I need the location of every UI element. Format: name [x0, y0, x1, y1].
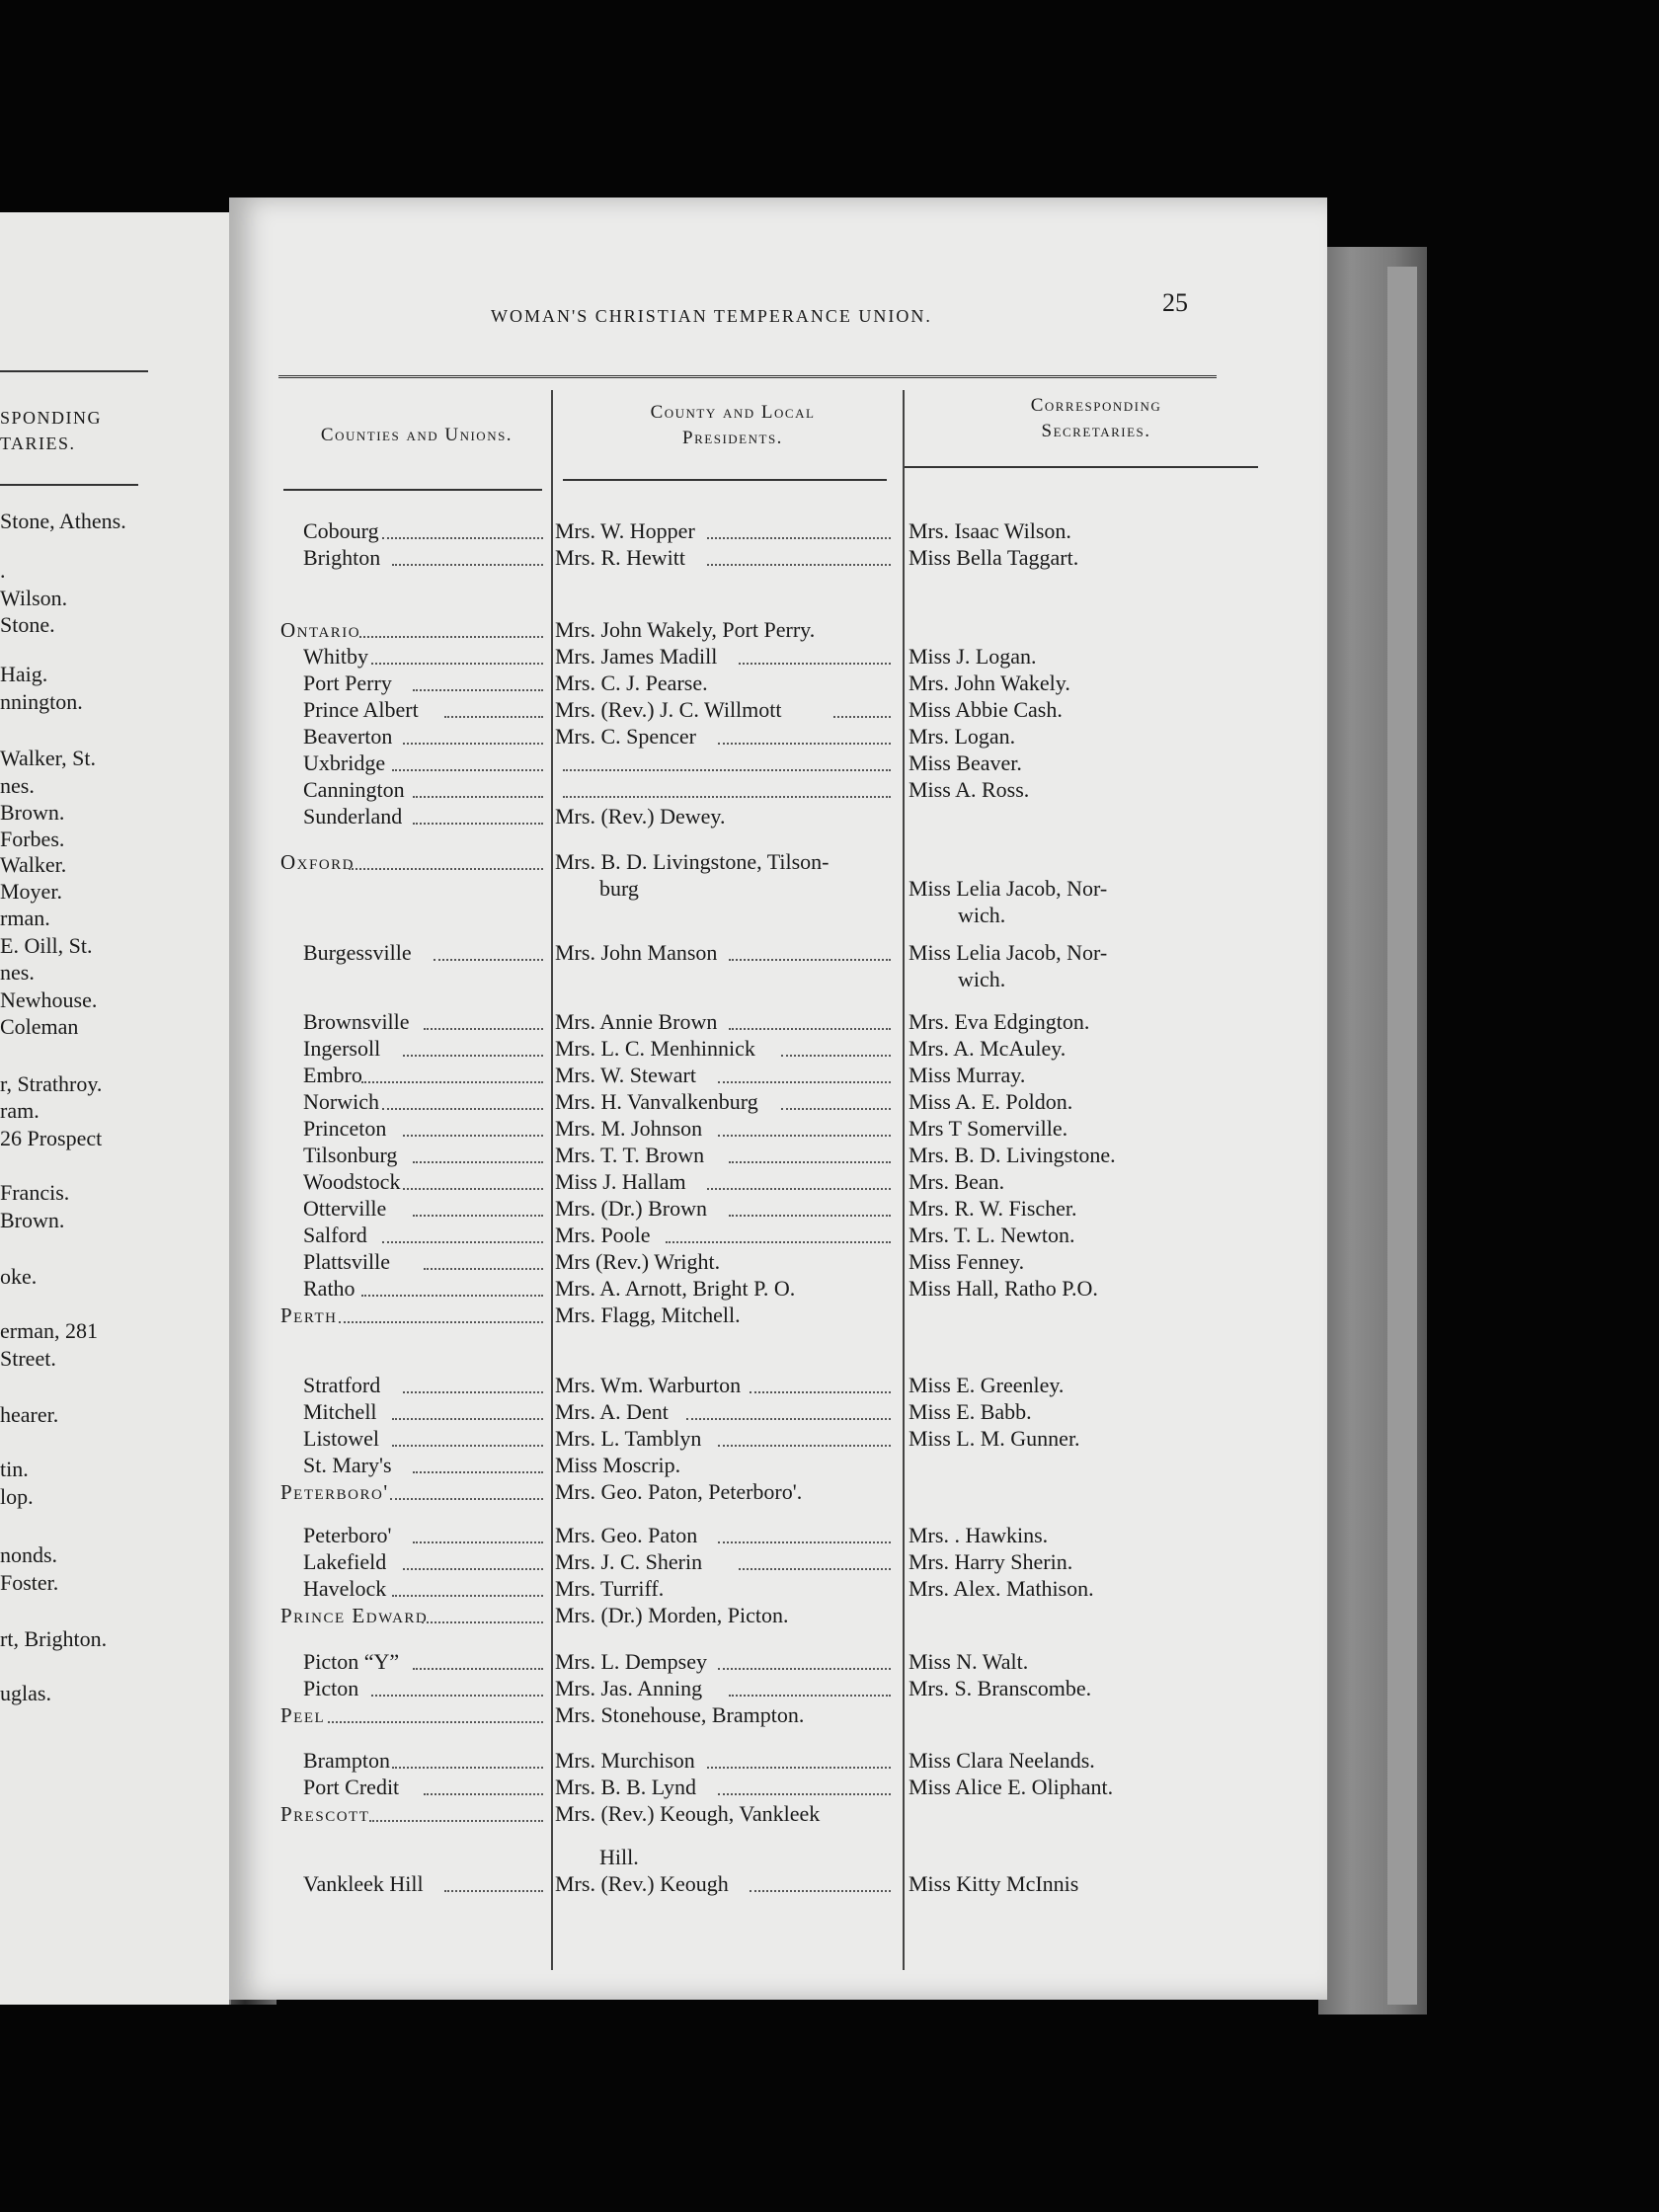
president-name: Mrs. Jas. Anning — [555, 1676, 703, 1700]
table-row — [229, 1426, 1327, 1452]
dot-leader — [729, 1028, 891, 1030]
left-page-line: Street. — [0, 1346, 56, 1371]
president-name: Mrs. (Rev.) Keough, Vankleek — [555, 1801, 821, 1826]
table-row — [229, 1523, 1327, 1548]
dot-leader — [339, 1321, 544, 1323]
dot-leader — [666, 1241, 891, 1243]
left-page-line: oke. — [0, 1264, 38, 1289]
header-rule — [278, 375, 1217, 381]
president-name: burg — [599, 876, 639, 901]
dot-leader — [403, 1055, 544, 1057]
left-page-line: tin. — [0, 1457, 29, 1481]
left-header-line-1: SPONDING — [0, 408, 103, 428]
president-name: Mrs. Turriff. — [555, 1576, 665, 1601]
table-row — [229, 1775, 1327, 1800]
table-row — [229, 1276, 1327, 1302]
president-name: Mrs. M. Johnson — [555, 1116, 703, 1141]
president-name: Mrs. Geo. Paton, Peterboro'. — [555, 1479, 803, 1504]
dot-leader — [718, 1668, 891, 1670]
left-page-line: Haig. — [0, 662, 48, 686]
president-name: Hill. — [599, 1845, 639, 1869]
secretary-name: wich. — [958, 903, 1006, 927]
dot-leader — [707, 537, 891, 539]
union-name: Brownsville — [303, 1009, 410, 1034]
dot-leader — [371, 1695, 543, 1697]
dot-leader — [718, 1793, 891, 1795]
union-name: Otterville — [303, 1196, 387, 1221]
union-name: Norwich — [303, 1089, 379, 1114]
secretary-name: Mrs. Bean. — [908, 1169, 1005, 1194]
dot-leader — [718, 1135, 891, 1137]
secretary-name: Miss Beaver. — [908, 750, 1022, 775]
table-row — [229, 1249, 1327, 1275]
table-row — [229, 1036, 1327, 1062]
left-page-line: Stone. — [0, 612, 55, 637]
dot-leader — [359, 636, 544, 638]
page-number: 25 — [1162, 288, 1188, 317]
president-name: Mrs. H. Vanvalkenburg — [555, 1089, 758, 1114]
table-row — [229, 1089, 1327, 1115]
president-name: Mrs (Rev.) Wright. — [555, 1249, 721, 1274]
table-row — [229, 1143, 1327, 1168]
left-top-rule — [0, 370, 148, 372]
secretary-name: Miss Murray. — [908, 1063, 1026, 1087]
secretary-name: Miss Alice E. Oliphant. — [908, 1775, 1114, 1799]
secretary-name: Miss N. Walt. — [908, 1649, 1029, 1674]
president-name: Mrs. (Dr.) Brown — [555, 1196, 707, 1221]
table-row — [229, 1453, 1327, 1478]
union-name: Vankleek Hill — [303, 1871, 424, 1896]
table-row — [229, 1303, 1327, 1328]
book-edge-pages — [1387, 267, 1417, 2005]
secretary-name: wich. — [958, 967, 1006, 991]
table-row — [229, 1871, 1327, 1897]
president-name: Mrs. A. Dent — [555, 1399, 669, 1424]
dot-leader — [718, 1541, 891, 1543]
left-header-rule — [0, 484, 138, 486]
union-name: Plattsville — [303, 1249, 390, 1274]
union-name: Whitby — [303, 644, 368, 669]
left-page-line: nonds. — [0, 1542, 58, 1567]
union-name: Port Perry — [303, 671, 392, 695]
union-name: Salford — [303, 1223, 367, 1247]
president-name: Mrs. (Rev.) Dewey. — [555, 804, 726, 829]
table-row — [229, 1479, 1327, 1505]
secretary-name: Mrs. . Hawkins. — [908, 1523, 1049, 1547]
dot-leader — [413, 689, 543, 691]
dot-leader — [718, 743, 891, 745]
county-name: Peel — [280, 1703, 326, 1727]
table-row — [229, 1223, 1327, 1248]
secretary-name: Miss L. M. Gunner. — [908, 1426, 1080, 1451]
left-page-line: . — [0, 558, 6, 583]
left-page-line: Brown. — [0, 1208, 65, 1232]
column-header-secretaries-1: Corresponding — [1030, 395, 1162, 416]
union-name: Lakefield — [303, 1549, 387, 1574]
document-page — [229, 198, 1327, 2000]
table-row — [229, 1576, 1327, 1602]
president-name: Mrs. Wm. Warburton — [555, 1373, 742, 1397]
left-page-line: Walker, St. — [0, 746, 96, 770]
secretary-name: Miss Lelia Jacob, Nor- — [908, 940, 1108, 965]
union-name: Uxbridge — [303, 750, 386, 775]
secretary-name: Mrs. John Wakely. — [908, 671, 1070, 695]
dot-leader — [718, 1445, 891, 1447]
left-page-line: Newhouse. — [0, 988, 98, 1012]
dot-leader — [382, 1241, 544, 1243]
secretary-name: Mrs. A. McAuley. — [908, 1036, 1066, 1061]
table-row — [229, 1702, 1327, 1728]
president-name: Mrs. B. D. Livingstone, Tilson- — [555, 849, 830, 874]
left-page-line: ram. — [0, 1098, 40, 1123]
president-name: Mrs. A. Arnott, Bright P. O. — [555, 1276, 796, 1301]
president-name: Mrs. L. Dempsey — [555, 1649, 707, 1674]
president-name: Miss Moscrip. — [555, 1453, 681, 1477]
president-name: Mrs. C. J. Pearse. — [555, 671, 708, 695]
dot-leader — [563, 769, 891, 771]
table-row — [229, 697, 1327, 723]
table-row — [229, 1649, 1327, 1675]
dot-leader — [403, 1391, 544, 1393]
secretary-name: Mrs. Isaac Wilson. — [908, 518, 1071, 543]
table-row — [229, 1801, 1327, 1827]
left-page-line: Coleman — [0, 1014, 79, 1039]
president-name: Mrs. Annie Brown — [555, 1009, 718, 1034]
secretary-name: Mrs. T. L. Newton. — [908, 1223, 1075, 1247]
dot-leader — [371, 663, 543, 665]
county-name: Ontario — [280, 618, 361, 642]
left-page-line: Wilson. — [0, 586, 68, 610]
table-row — [229, 1373, 1327, 1398]
dot-leader — [434, 959, 543, 961]
dot-leader — [392, 1418, 543, 1420]
dot-leader — [686, 1418, 891, 1420]
president-name: Mrs. W. Hopper — [555, 518, 695, 543]
secretary-name: Miss Abbie Cash. — [908, 697, 1063, 722]
union-name: Brampton — [303, 1748, 390, 1773]
secretary-name: Mrs. Logan. — [908, 724, 1016, 749]
table-row — [229, 671, 1327, 696]
left-page-line: uglas. — [0, 1681, 51, 1705]
county-name: Prince Edward — [280, 1604, 429, 1627]
secretary-name: Mrs. S. Branscombe. — [908, 1676, 1092, 1700]
union-name: Ratho — [303, 1276, 356, 1301]
president-name: Mrs. Flagg, Mitchell. — [555, 1303, 741, 1327]
secretary-name: Miss A. E. Poldon. — [908, 1089, 1073, 1114]
table-row — [229, 967, 1327, 992]
dot-leader — [707, 1767, 891, 1769]
dot-leader — [424, 1028, 544, 1030]
dot-leader — [424, 1793, 544, 1795]
secretary-name: Mrs. R. W. Fischer. — [908, 1196, 1077, 1221]
table-row — [229, 1748, 1327, 1774]
table-row — [229, 804, 1327, 830]
president-name: Mrs. L. C. Menhinnick — [555, 1036, 755, 1061]
president-name: Mrs. L. Tamblyn — [555, 1426, 702, 1451]
table-row — [229, 1549, 1327, 1575]
dot-leader — [707, 564, 891, 566]
column-rule-counties — [283, 489, 542, 491]
table-row — [229, 1603, 1327, 1628]
union-name: Prince Albert — [303, 697, 419, 722]
secretary-name: Mrs. Alex. Mathison. — [908, 1576, 1094, 1601]
table-row — [229, 644, 1327, 670]
union-name: Princeton — [303, 1116, 387, 1141]
table-row — [229, 1845, 1327, 1870]
table-row — [229, 1169, 1327, 1195]
dot-leader — [750, 1391, 891, 1393]
left-page-line: rt, Brighton. — [0, 1626, 108, 1651]
table-row — [229, 1116, 1327, 1142]
union-name: Brighton — [303, 545, 381, 570]
secretary-name: Miss J. Logan. — [908, 644, 1037, 669]
dot-leader — [369, 1820, 543, 1822]
president-name: Mrs. James Madill — [555, 644, 718, 669]
left-page-line: nes. — [0, 773, 35, 798]
dot-leader — [413, 1668, 543, 1670]
left-page-line: Moyer. — [0, 879, 62, 904]
dot-leader — [349, 868, 543, 870]
left-page-line: nes. — [0, 960, 35, 985]
president-name: Mrs. Murchison — [555, 1748, 695, 1773]
union-name: Woodstock — [303, 1169, 401, 1194]
secretary-name: Miss Hall, Ratho P.O. — [908, 1276, 1098, 1301]
table-row — [229, 724, 1327, 750]
left-page-line: Walker. — [0, 852, 67, 877]
table-row — [229, 750, 1327, 776]
table-row — [229, 1063, 1327, 1088]
dot-leader — [718, 1081, 891, 1083]
dot-leader — [444, 1890, 544, 1892]
column-header-counties: Counties and Unions. — [320, 425, 514, 445]
column-rule-secretaries — [903, 466, 1258, 468]
left-page-line: E. Oill, St. — [0, 933, 93, 958]
column-rule-presidents — [563, 479, 887, 481]
union-name: Embro — [303, 1063, 362, 1087]
president-name: Mrs. Poole — [555, 1223, 651, 1247]
secretary-name: Miss Fenney. — [908, 1249, 1025, 1274]
union-name: Ingersoll — [303, 1036, 381, 1061]
left-page-line: erman, 281 — [0, 1318, 98, 1343]
union-name: Cannington — [303, 777, 405, 802]
union-name: Sunderland — [303, 804, 403, 829]
president-name: Mrs. W. Stewart — [555, 1063, 696, 1087]
dot-leader — [392, 769, 543, 771]
county-name: Perth — [280, 1304, 338, 1327]
president-name: Mrs. B. B. Lynd — [555, 1775, 697, 1799]
dot-leader — [413, 823, 543, 825]
dot-leader — [729, 1215, 891, 1217]
secretary-name: Miss Kitty McInnis — [908, 1871, 1079, 1896]
left-page-line: Forbes. — [0, 827, 65, 851]
dot-leader — [833, 716, 891, 718]
table-row — [229, 617, 1327, 643]
dot-leader — [422, 1621, 544, 1623]
president-name: Mrs. John Manson — [555, 940, 718, 965]
secretary-name: Miss A. Ross. — [908, 777, 1030, 802]
president-name: Mrs. J. C. Sherin — [555, 1549, 703, 1574]
table-row — [229, 849, 1327, 875]
table-row — [229, 545, 1327, 571]
left-page-line: rman. — [0, 906, 50, 930]
union-name: Picton — [303, 1676, 359, 1700]
table-row — [229, 518, 1327, 544]
dot-leader — [413, 796, 543, 798]
president-name: Mrs. T. T. Brown — [555, 1143, 705, 1167]
county-name: Peterboro' — [280, 1480, 389, 1504]
secretary-name: Miss Bella Taggart. — [908, 545, 1079, 570]
president-name: Mrs. John Wakely, Port Perry. — [555, 617, 816, 642]
left-header-line-2: TARIES. — [0, 434, 76, 453]
dot-leader — [361, 1081, 544, 1083]
union-name: Burgessville — [303, 940, 412, 965]
dot-leader — [413, 1215, 543, 1217]
column-header-secretaries-2: Secretaries. — [1041, 421, 1151, 441]
table-row — [229, 1196, 1327, 1222]
dot-leader — [403, 1568, 544, 1570]
left-page-line: r, Strathroy. — [0, 1071, 103, 1096]
column-header-presidents-2: Presidents. — [682, 428, 783, 448]
dot-leader — [707, 1188, 891, 1190]
secretary-name: Mrs. Harry Sherin. — [908, 1549, 1073, 1574]
dot-leader — [739, 1568, 891, 1570]
dot-leader — [392, 1767, 543, 1769]
table-row — [229, 940, 1327, 966]
left-page-line: Brown. — [0, 800, 65, 825]
union-name: Stratford — [303, 1373, 381, 1397]
union-name: Picton “Y” — [303, 1649, 400, 1674]
left-page-line: hearer. — [0, 1402, 59, 1427]
dot-leader — [382, 1108, 544, 1110]
secretary-name: Mrs T Somerville. — [908, 1116, 1068, 1141]
dot-leader — [444, 716, 544, 718]
union-name: Port Credit — [303, 1775, 400, 1799]
union-name: Cobourg — [303, 518, 379, 543]
table-row — [229, 1676, 1327, 1701]
table-row — [229, 1399, 1327, 1425]
president-name: Mrs. Stonehouse, Brampton. — [555, 1702, 805, 1727]
table-row — [229, 903, 1327, 928]
president-name: Mrs. Geo. Paton — [555, 1523, 698, 1547]
dot-leader — [328, 1721, 543, 1723]
president-name: Mrs. (Rev.) J. C. Willmott — [555, 697, 782, 722]
dot-leader — [781, 1108, 891, 1110]
dot-leader — [750, 1890, 891, 1892]
president-name: Mrs. R. Hewitt — [555, 545, 685, 570]
left-page-line: Stone, Athens. — [0, 509, 126, 533]
secretary-name: Miss Clara Neelands. — [908, 1748, 1095, 1773]
secretary-name: Mrs. B. D. Livingstone. — [908, 1143, 1116, 1167]
county-name: Prescott — [280, 1802, 370, 1826]
president-name: Mrs. C. Spencer — [555, 724, 696, 749]
dot-leader — [392, 1595, 543, 1597]
dot-leader — [413, 1471, 543, 1473]
dot-leader — [361, 1295, 544, 1297]
dot-leader — [392, 564, 543, 566]
left-facing-page — [0, 212, 231, 2005]
secretary-name: Miss E. Greenley. — [908, 1373, 1065, 1397]
table-row — [229, 1009, 1327, 1035]
dot-leader — [382, 537, 544, 539]
dot-leader — [424, 1268, 544, 1270]
dot-leader — [390, 1498, 543, 1500]
dot-leader — [729, 959, 891, 961]
dot-leader — [403, 1135, 544, 1137]
union-name: Tilsonburg — [303, 1143, 398, 1167]
dot-leader — [403, 743, 544, 745]
dot-leader — [413, 1161, 543, 1163]
table-row — [229, 876, 1327, 902]
column-header-presidents-1: County and Local — [650, 402, 816, 423]
left-page-line: lop. — [0, 1484, 34, 1509]
union-name: Peterboro' — [303, 1523, 392, 1547]
president-name: Miss J. Hallam — [555, 1169, 686, 1194]
left-page-line: nnington. — [0, 689, 83, 714]
dot-leader — [781, 1055, 891, 1057]
union-name: Beaverton — [303, 724, 393, 749]
running-head: WOMAN'S CHRISTIAN TEMPERANCE UNION. — [491, 306, 932, 326]
union-name: Listowel — [303, 1426, 379, 1451]
county-name: Oxford — [280, 850, 356, 874]
dot-leader — [729, 1161, 891, 1163]
secretary-name: Miss Lelia Jacob, Nor- — [908, 876, 1108, 901]
dot-leader — [563, 796, 891, 798]
president-name: Mrs. (Dr.) Morden, Picton. — [555, 1603, 789, 1627]
table-row — [229, 777, 1327, 803]
dot-leader — [403, 1188, 544, 1190]
dot-leader — [392, 1445, 543, 1447]
dot-leader — [413, 1541, 543, 1543]
left-page-line: Francis. — [0, 1180, 70, 1205]
president-name: Mrs. (Rev.) Keough — [555, 1871, 729, 1896]
union-name: Mitchell — [303, 1399, 377, 1424]
union-name: Havelock — [303, 1576, 387, 1601]
dot-leader — [739, 663, 891, 665]
secretary-name: Miss E. Babb. — [908, 1399, 1032, 1424]
secretary-name: Mrs. Eva Edgington. — [908, 1009, 1090, 1034]
dot-leader — [729, 1695, 891, 1697]
union-name: St. Mary's — [303, 1453, 392, 1477]
left-page-line: Foster. — [0, 1570, 59, 1595]
left-page-line: 26 Prospect — [0, 1126, 103, 1150]
